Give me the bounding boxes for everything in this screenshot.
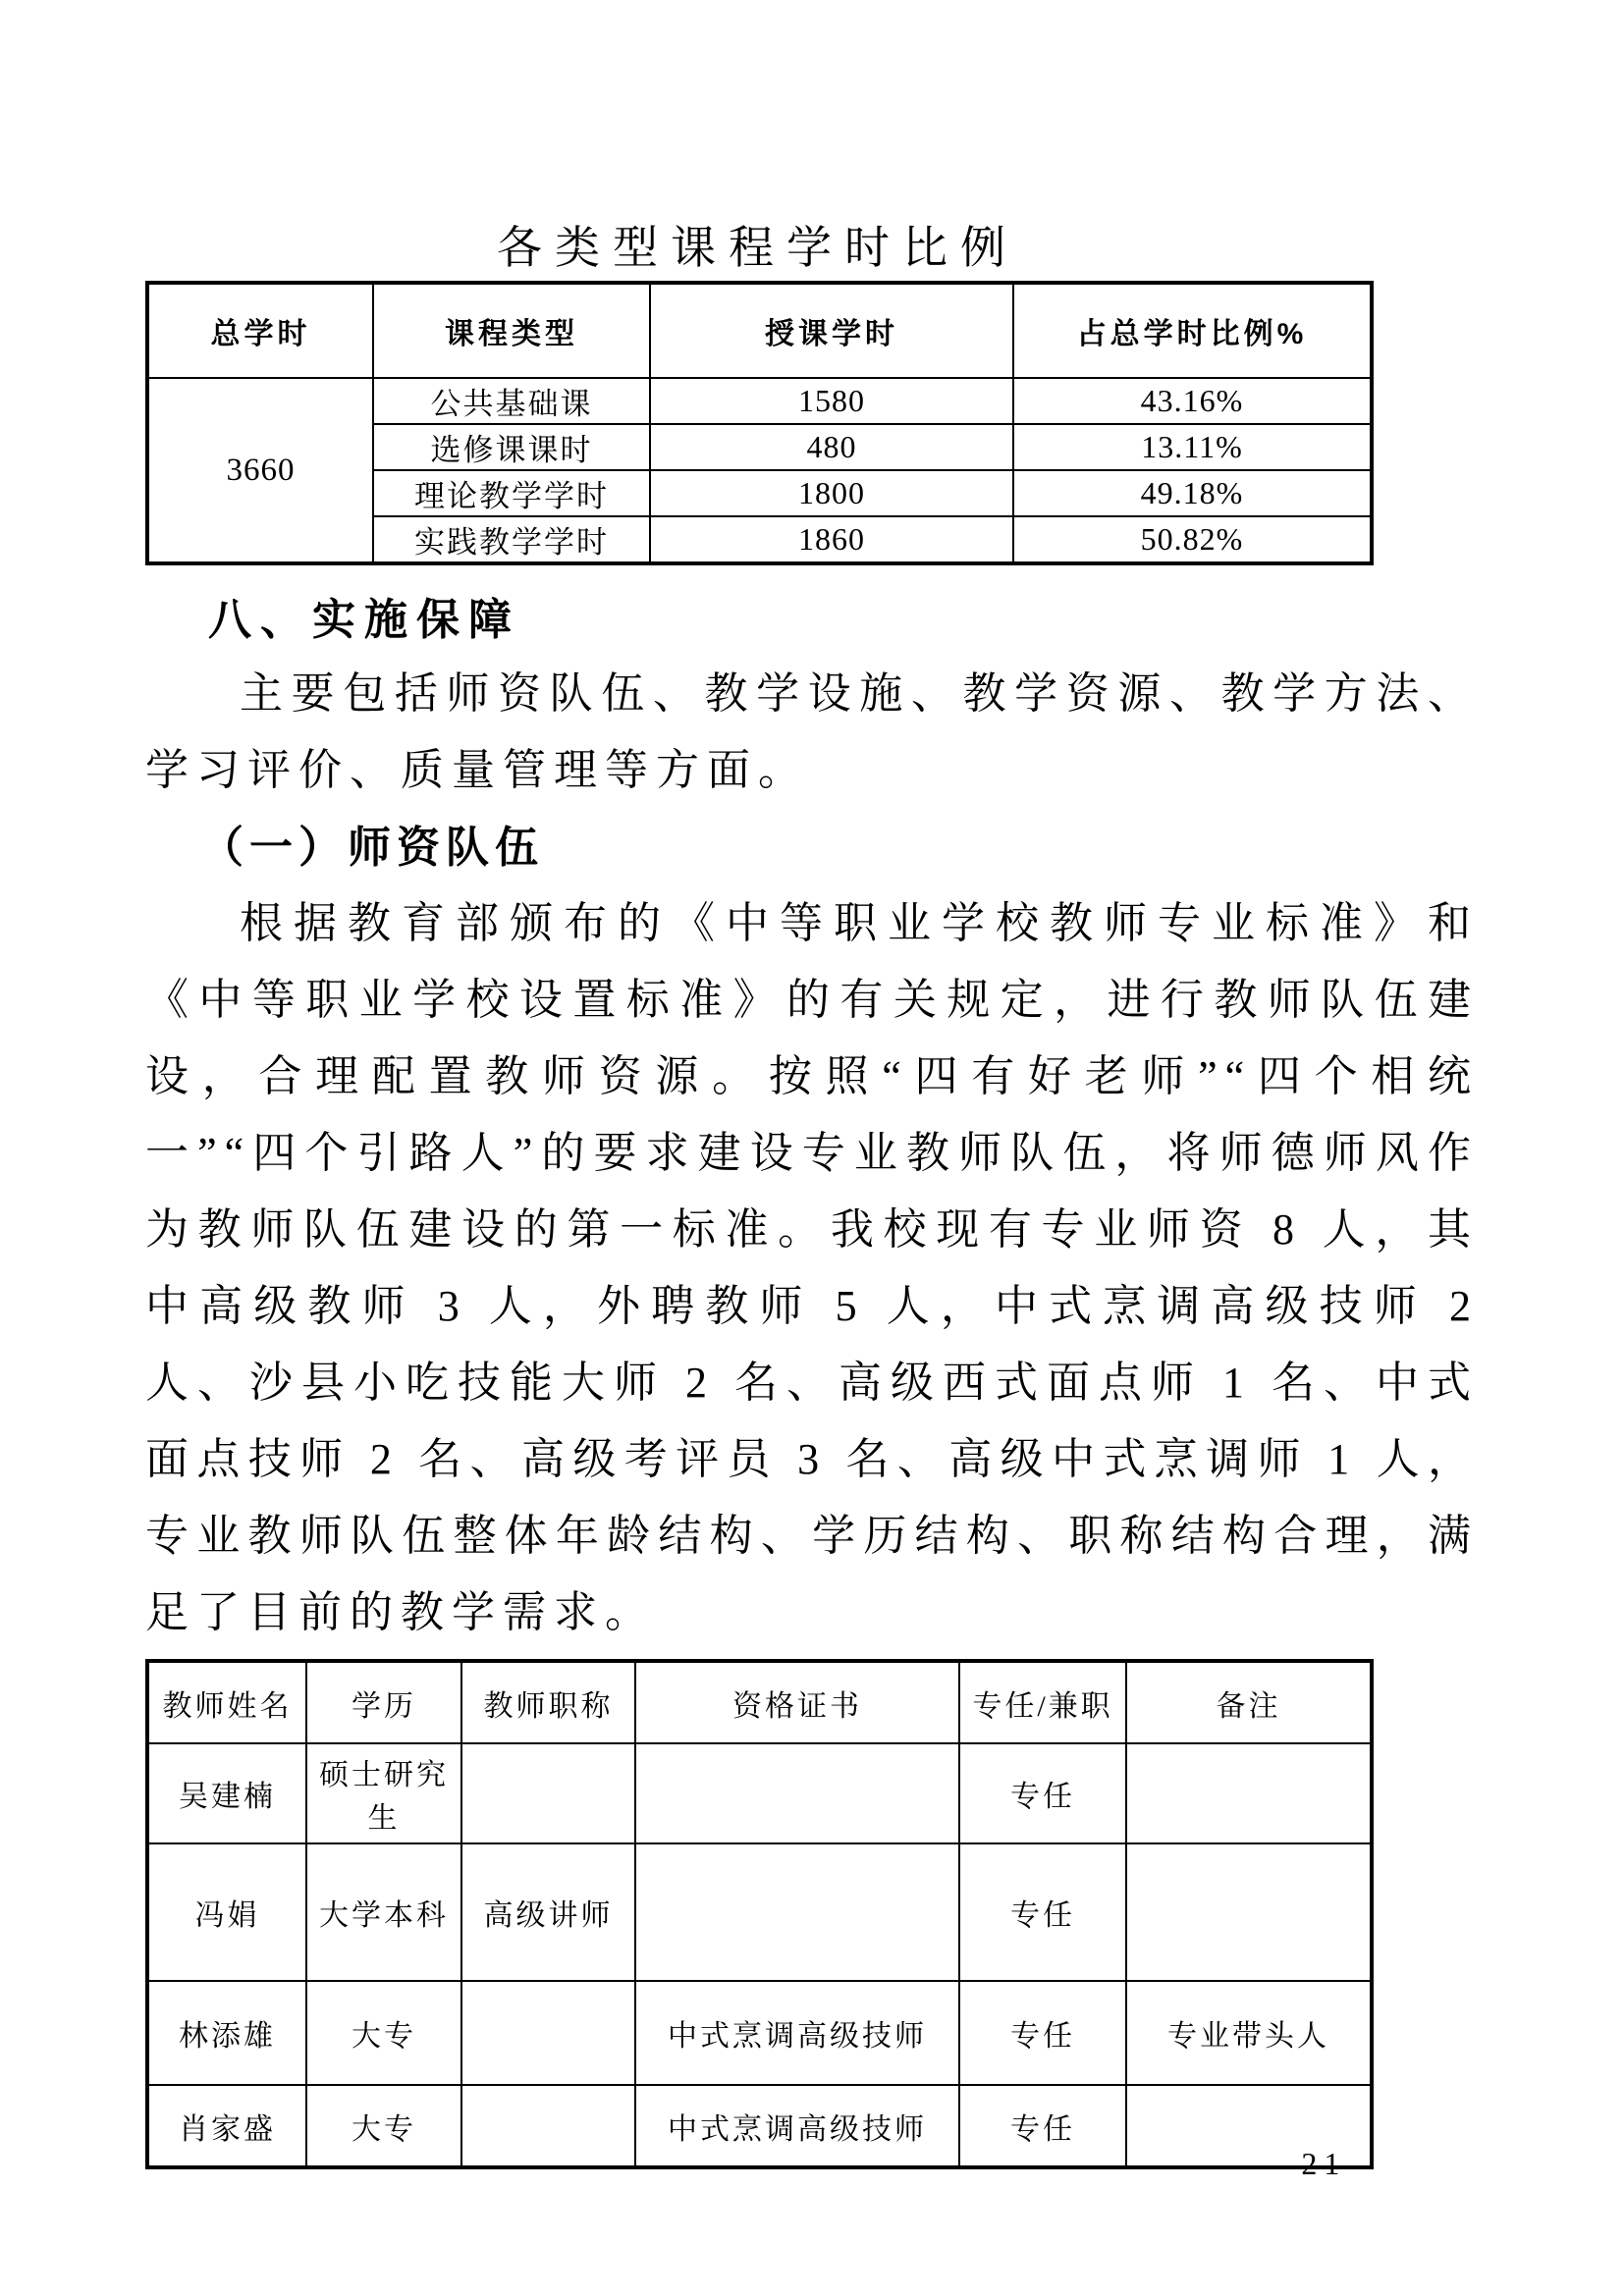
course-type-cell: 选修课课时 [373, 424, 650, 470]
teacher-degree-cell: 大专 [306, 1981, 461, 2085]
hours-cell: 1860 [650, 516, 1013, 563]
total-hours-cell: 3660 [147, 378, 373, 563]
teachers-header-degree: 学历 [306, 1661, 461, 1743]
teachers-table [145, 1659, 1374, 2169]
teachers-header-note: 备注 [1126, 1661, 1372, 1743]
teacher-note-cell [1126, 1743, 1372, 1843]
teacher-degree-cell: 硕士研究生 [306, 1743, 461, 1843]
percent-cell: 50.82% [1013, 516, 1372, 563]
teacher-title-cell [461, 2085, 635, 2167]
teachers-header-certificate: 资格证书 [635, 1661, 959, 1743]
teacher-title-cell [461, 1981, 635, 2085]
teacher-duty-cell: 专任 [959, 1843, 1126, 1981]
teachers-header-title: 教师职称 [461, 1661, 635, 1743]
section-heading-faculty: （一）师资队伍 [200, 824, 544, 872]
teacher-degree-cell: 大学本科 [306, 1843, 461, 1981]
course-type-cell: 实践教学学时 [373, 516, 650, 563]
teachers-header-duty: 专任/兼职 [959, 1661, 1126, 1743]
percent-cell: 49.18% [1013, 470, 1372, 516]
teacher-degree-cell: 大专 [306, 2085, 461, 2167]
teacher-certificate-cell: 中式烹调高级技师 [635, 1981, 959, 2085]
teachers-table-header-row [147, 1661, 1372, 1743]
course-type-cell: 理论教学学时 [373, 470, 650, 516]
table-row [147, 2085, 1372, 2167]
teacher-name-cell: 吴建楠 [147, 1743, 306, 1843]
teacher-duty-cell: 专任 [959, 2085, 1126, 2167]
hours-cell: 480 [650, 424, 1013, 470]
course-type-cell: 公共基础课 [373, 378, 650, 424]
teacher-certificate-cell: 中式烹调高级技师 [635, 2085, 959, 2167]
teacher-certificate-cell [635, 1843, 959, 1981]
teacher-name-cell: 冯娟 [147, 1843, 306, 1981]
hours-table [145, 281, 1374, 565]
teacher-title-cell: 高级讲师 [461, 1843, 635, 1981]
hours-cell: 1580 [650, 378, 1013, 424]
hours-table-title: 各类型课程学时比例 [497, 223, 1018, 273]
teacher-name-cell: 林添雄 [147, 1981, 306, 2085]
hours-header-total: 总学时 [147, 283, 373, 378]
table-row [147, 1981, 1372, 2085]
table-row [147, 378, 1372, 424]
hours-cell: 1800 [650, 470, 1013, 516]
teachers-header-name: 教师姓名 [147, 1661, 306, 1743]
paragraph-implementation: 主要包括师资队伍、教学设施、教学资源、教学方法、学习评价、质量管理等方面。 [145, 669, 1479, 794]
teacher-duty-cell: 专任 [959, 1981, 1126, 2085]
table-row [147, 1743, 1372, 1843]
teacher-duty-cell: 专任 [959, 1743, 1126, 1843]
teacher-note-cell [1126, 1843, 1372, 1981]
section-heading-implementation: 八、实施保障 [208, 596, 520, 644]
percent-cell: 43.16% [1013, 378, 1372, 424]
page-number: - 21 - [1269, 2146, 1379, 2181]
percent-cell: 13.11% [1013, 424, 1372, 470]
hours-header-percent: 占总学时比例% [1013, 283, 1372, 378]
table-row [147, 1843, 1372, 1981]
teacher-note-cell: 专业带头人 [1126, 1981, 1372, 2085]
teacher-title-cell [461, 1743, 635, 1843]
hours-header-teaching-hours: 授课学时 [650, 283, 1013, 378]
paragraph-faculty: 根据教育部颁布的《中等职业学校教师专业标准》和《中等职业学校设置标准》的有关规定，进行教师队伍建设，合理配置教师资源。按照“四有好老师”“四个相统一”“四个引路人”的要求建设专业教师队伍，将师德师风作为教师队伍建设的第一标准。我校现有专业师资 8 人，其中高级教师 3 人，外聘教师 5 人，中式烹调高级技师 2 人、沙县小吃技能大师 2 名、高级西式面点师 1 名、中式面点技师 2 名、高级考评员 3 名、高级中式烹调师 1 人，专业教师队伍整体年龄结构、学历结构、职称结构合理，满足了目前的教学需求。 [145, 899, 1479, 1636]
teacher-name-cell: 肖家盛 [147, 2085, 306, 2167]
teacher-certificate-cell [635, 1743, 959, 1843]
hours-header-course-type: 课程类型 [373, 283, 650, 378]
hours-table-header-row [147, 283, 1372, 378]
